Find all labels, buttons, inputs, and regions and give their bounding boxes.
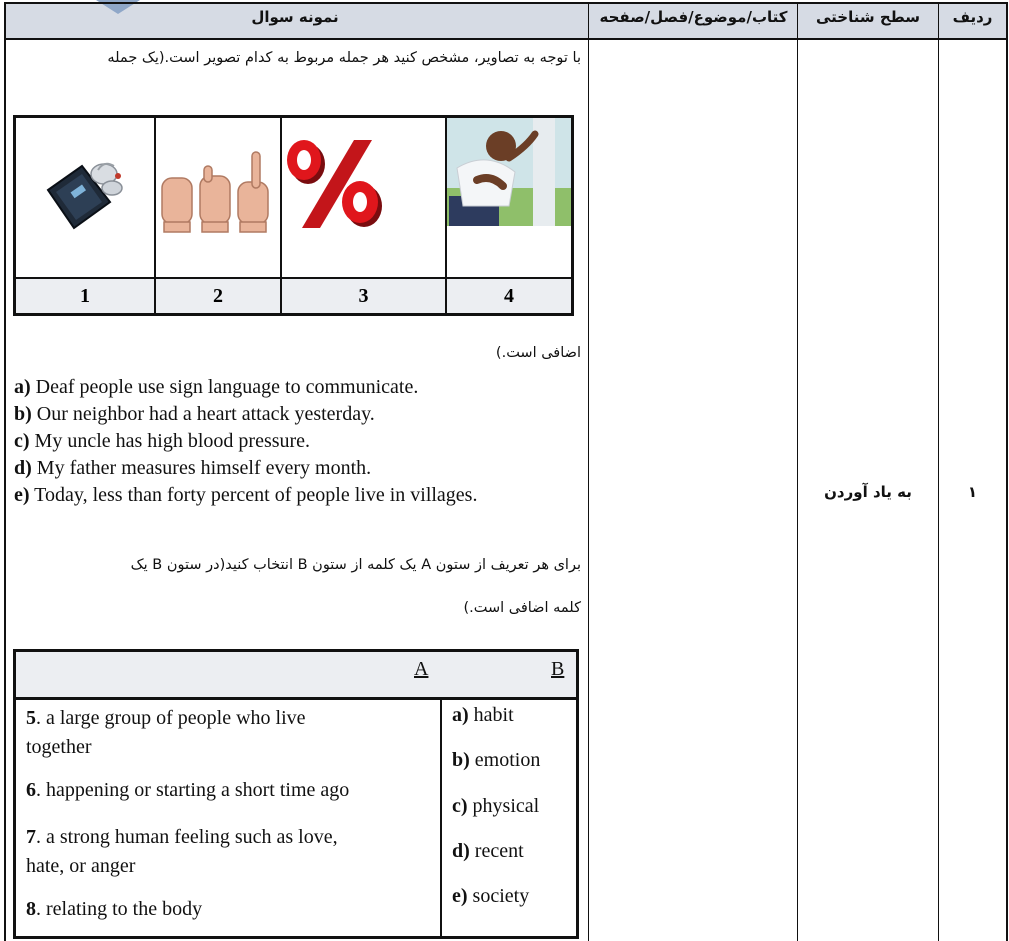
definition-7: [26, 823, 426, 881]
match-header-bg: [16, 652, 576, 697]
sentence-d-letter: d): [14, 457, 32, 479]
column-divider-1: [588, 2, 589, 941]
word-a-letter: a): [452, 704, 469, 726]
picture-table: [13, 115, 574, 316]
sentence-d: [14, 457, 371, 480]
picture-scale: [16, 118, 154, 277]
column-a-header: A: [414, 658, 429, 680]
percent-icon: [282, 118, 445, 277]
word-e-letter: e): [452, 885, 468, 907]
word-b-letter: b): [452, 749, 470, 771]
sentence-a: [14, 376, 418, 399]
word-d: [452, 840, 524, 863]
word-a: [452, 704, 514, 727]
row-number-value: ۱: [967, 483, 978, 501]
heart-attack-icon: [447, 118, 571, 277]
table-top-border: [4, 2, 1008, 4]
picture-number-2: 2: [156, 279, 280, 313]
header-cognitive-level: سطح شناختی: [815, 8, 920, 26]
definition-5-line2: together: [26, 736, 92, 758]
picture-number-4: 4: [447, 279, 571, 313]
word-e-text: society: [467, 885, 530, 907]
question2-instruction-line2: کلمه اضافی است.): [463, 600, 581, 616]
cognitive-level-value: به یاد آوردن: [824, 483, 912, 501]
header-question-sample: نمونه سوال: [251, 8, 339, 26]
picture-number-1: 1: [16, 279, 154, 313]
table-left-border: [4, 2, 6, 941]
header-row-number: ردیف: [952, 8, 993, 26]
picture-heart-attack: [447, 118, 571, 277]
definition-5: [26, 704, 426, 762]
sentence-e: [14, 484, 477, 507]
word-d-letter: d): [452, 840, 470, 862]
definition-8-number: 8: [26, 898, 36, 920]
definition-6-number: 6: [26, 779, 36, 801]
question1-instruction-line1: با توجه به تصاویر، مشخص کنید هر جمله مربوط به کدام تصویر است.(یک جمله: [107, 50, 581, 66]
sentence-c: [14, 430, 310, 453]
word-c-text: physical: [467, 795, 540, 817]
word-e: [452, 885, 529, 908]
definition-6-line1: . happening or starting a short time ago: [36, 779, 350, 801]
column-divider-2: [797, 2, 798, 941]
header-bottom-border: [4, 38, 1008, 40]
word-b-text: emotion: [469, 749, 541, 771]
picture-percent: [282, 118, 445, 277]
word-d-text: recent: [469, 840, 524, 862]
scale-icon: [16, 118, 154, 277]
word-c-letter: c): [452, 795, 468, 817]
definition-7-number: 7: [26, 826, 36, 848]
picture-number-3: 3: [282, 279, 445, 313]
definition-5-number: 5: [26, 707, 36, 729]
definition-7-line2: hate, or anger: [26, 855, 136, 877]
sentence-d-text: My father measures himself every month.: [31, 457, 372, 479]
sentence-b-text: Our neighbor had a heart attack yesterday.: [31, 403, 375, 425]
sentence-b-letter: b): [14, 403, 32, 425]
definition-6: [26, 779, 436, 802]
sentence-a-text: Deaf people use sign language to communicate.: [30, 376, 419, 398]
picture-hand-count: [156, 118, 280, 277]
table-right-border: [1006, 2, 1008, 941]
word-c: [452, 795, 539, 818]
sentence-a-letter: a): [14, 376, 31, 398]
column-divider-3: [938, 2, 939, 941]
hand-count-icon: [156, 118, 280, 277]
definition-8: [26, 898, 426, 921]
question1-instruction-line2: اضافی است.): [495, 345, 581, 361]
header-book-topic: کتاب/موضوع/فصل/صفحه: [599, 8, 788, 26]
word-a-text: habit: [468, 704, 514, 726]
sentence-c-letter: c): [14, 430, 30, 452]
match-header-divider: [16, 697, 576, 700]
definition-8-line1: . relating to the body: [36, 898, 203, 920]
definition-7-line1: . a strong human feeling such as love,: [36, 826, 338, 848]
definition-5-line1: . a large group of people who live: [36, 707, 306, 729]
column-b-header: B: [551, 658, 565, 680]
sentence-c-text: My uncle has high blood pressure.: [29, 430, 311, 452]
word-b: [452, 749, 540, 772]
sentence-b: [14, 403, 375, 426]
matching-table: [13, 649, 579, 939]
sentence-e-letter: e): [14, 484, 30, 506]
question2-instruction-line1: برای هر تعریف از ستون A یک کلمه از ستون B انتخاب کنید(در ستون B یک: [130, 557, 581, 573]
sentence-e-text: Today, less than forty percent of people live in villages.: [29, 484, 478, 506]
